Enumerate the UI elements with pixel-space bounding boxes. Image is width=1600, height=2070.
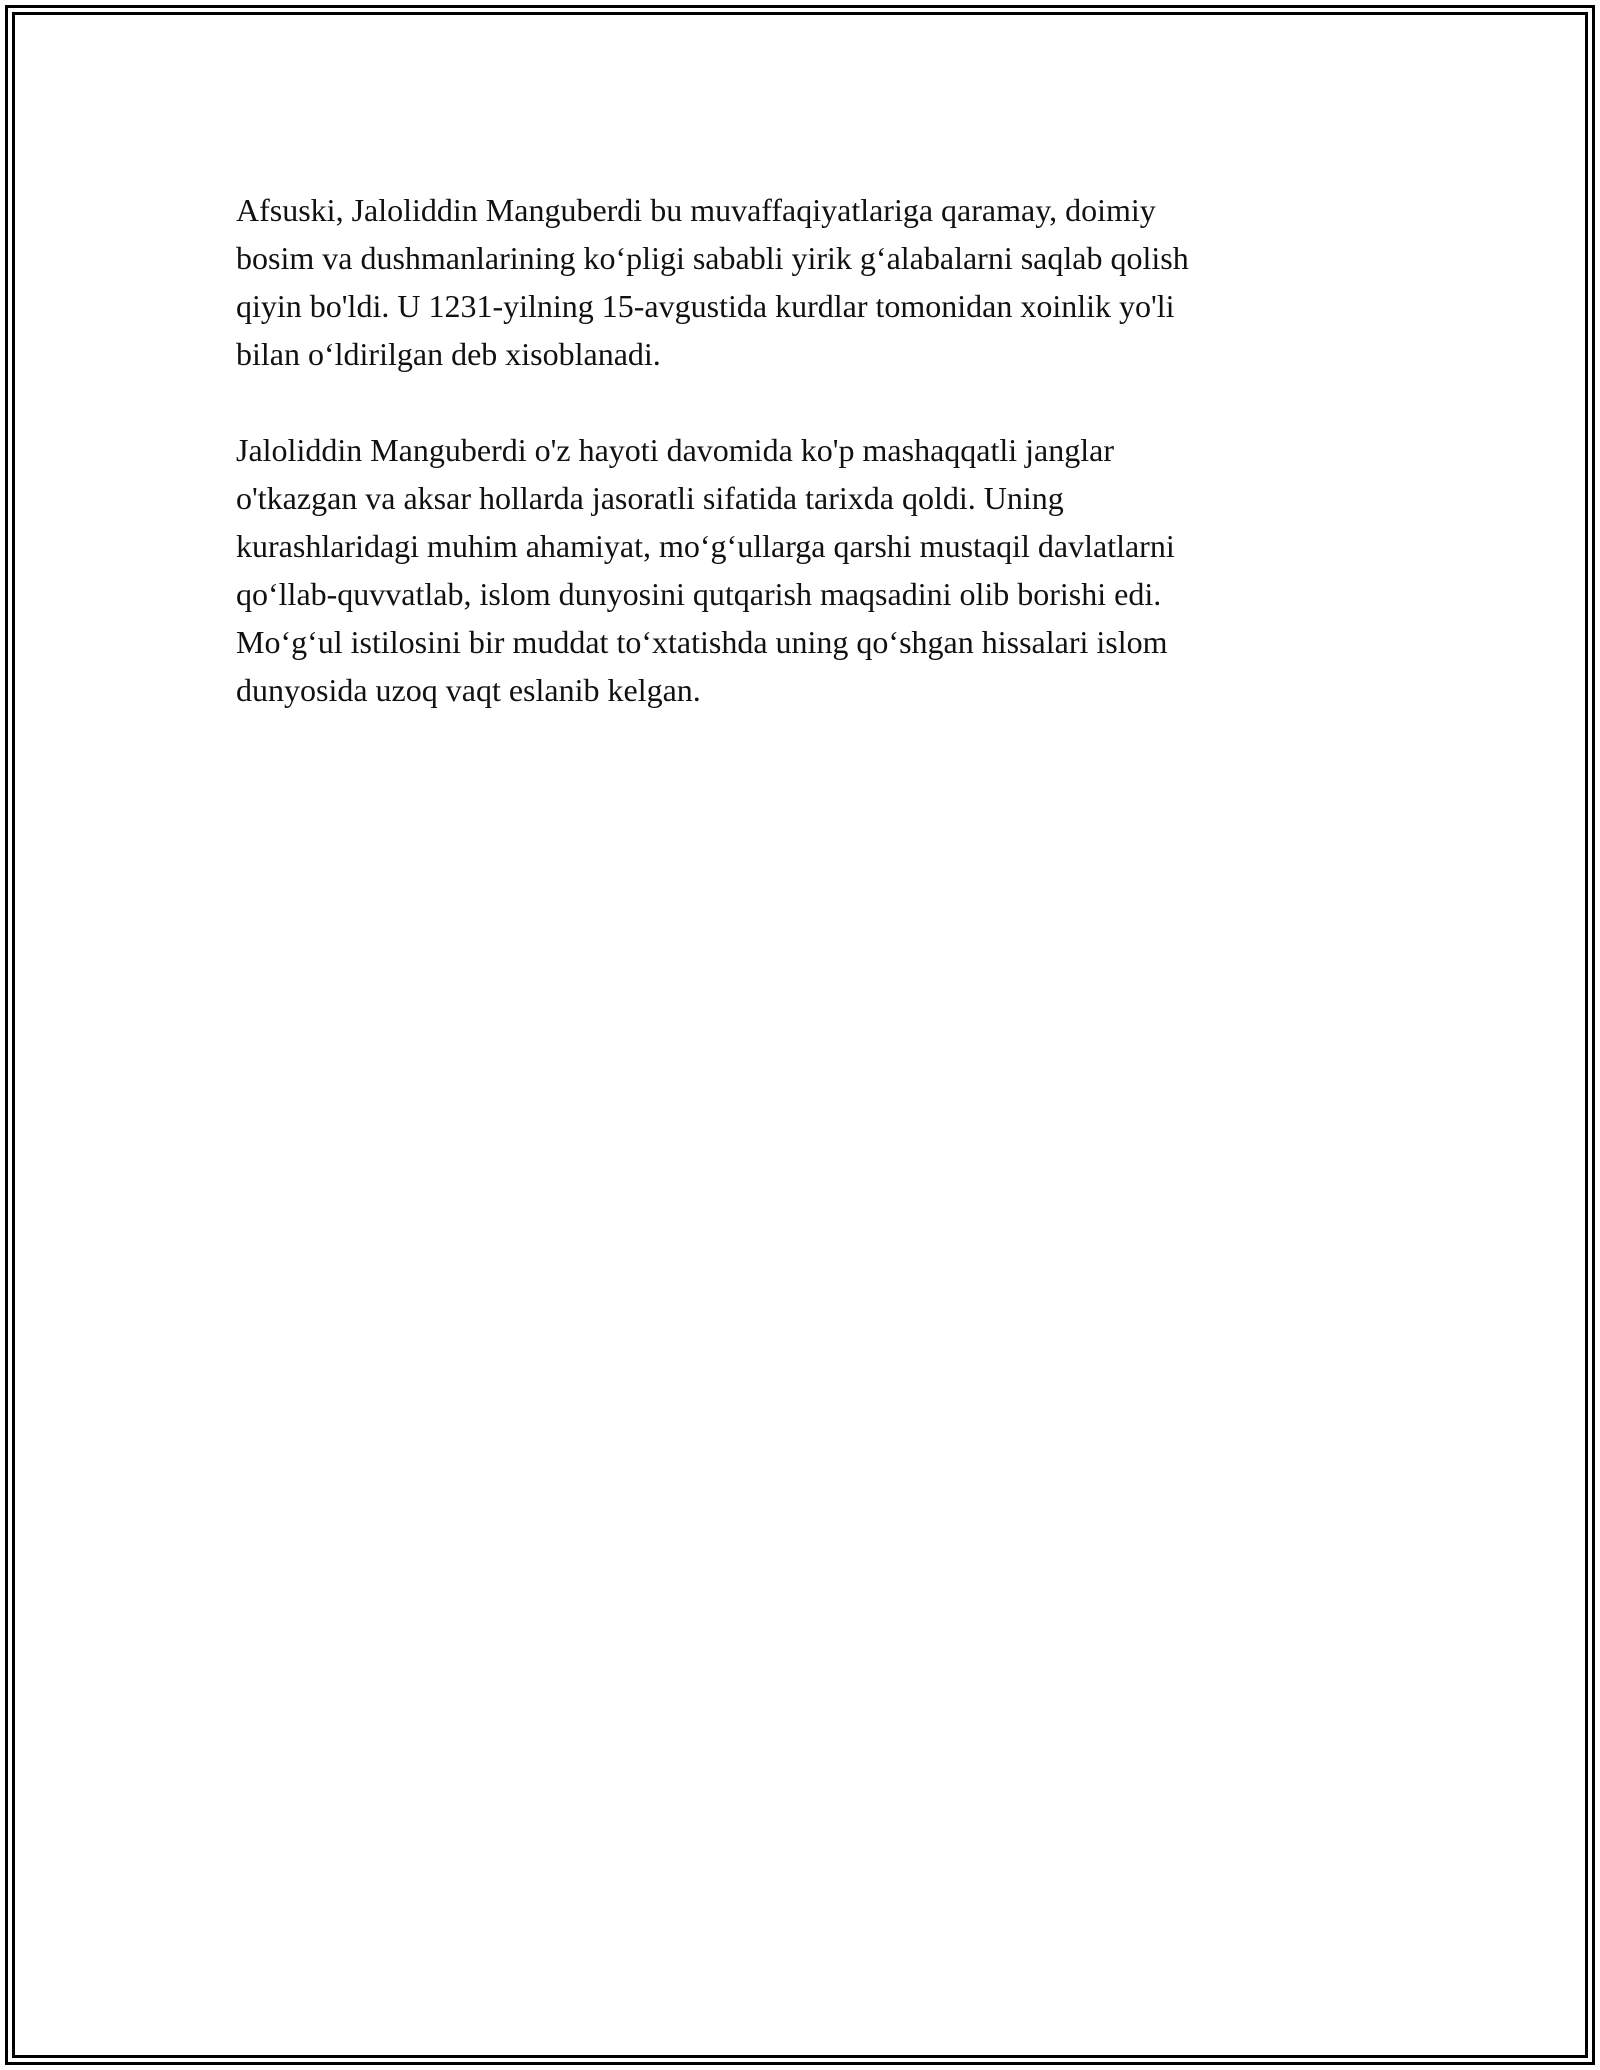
paragraph-2: Jaloliddin Manguberdi o'z hayoti davomida ko'p mashaqqatli janglar o'tkazgan va aksar hollarda jasoratli sifatida tarixda qoldi. Uning kurashlaridagi muhim ahamiyat, mo‘g‘ullarga qarshi mustaqil davlatlarni qo‘llab-quvvatlab, islom dunyosini qutqarish maqsadini olib borishi edi. Mo‘g‘ul istilosini bir muddat to‘xtatishda uning qo‘shgan hissalari islom dunyosida uzoq vaqt eslanib kelgan.: [236, 432, 1175, 708]
document-body: [236, 186, 1364, 714]
paragraph-1: Afsuski, Jaloliddin Manguberdi bu muvaffaqiyatlariga qaramay, doimiy bosim va dushmanlarining ko‘pligi sababli yirik g‘alabalarni saqlab qolish qiyin bo'ldi. U 1231-yilning 15-avgustida kurdlar tomonidan xoinlik yo'li bilan o‘ldirilgan deb xisoblanadi.: [236, 192, 1189, 372]
